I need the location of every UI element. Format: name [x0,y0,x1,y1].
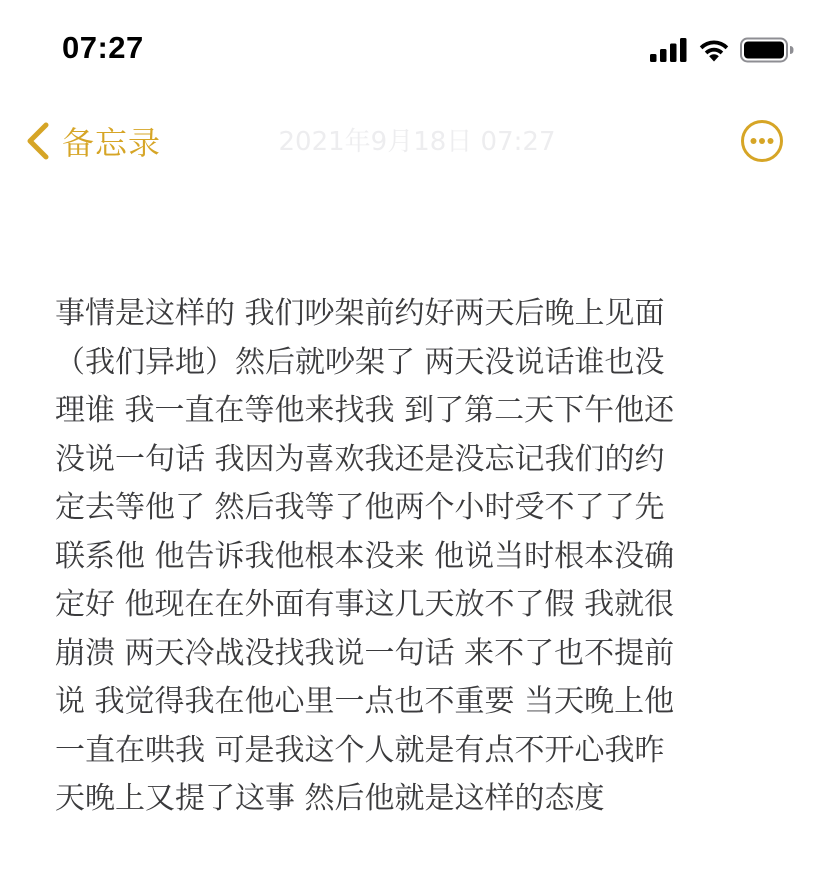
status-bar [0,0,828,100]
status-time: 07:27 [62,30,144,65]
nav-bar [0,105,828,177]
note-line: 天晚上又提了这事 然后他就是这样的态度 [55,781,605,816]
ellipsis-circle-icon[interactable] [740,119,784,163]
status-icons [650,37,794,63]
note-line: 事情是这样的 我们吵架前约好两天后晚上见面 [55,296,665,331]
back-button[interactable] [24,119,161,163]
cellular-signal-icon [650,38,688,62]
note-line: 崩溃 两天冷战没找我说一句话 来不了也不提前 [55,635,675,671]
note-line: 定好 他现在在外面有事这几天放不了假 我就很 [55,587,675,622]
back-label: 备忘录 [62,124,162,162]
note-line: 理谁 我一直在等他来找我 到了第二天下午他还 [55,393,675,428]
note-line: 联系他 他告诉我他根本没来 他说当时根本没确 [55,538,675,574]
note-line: 一直在哄我 可是我这个人就是有点不开心我昨 [55,732,665,768]
battery-icon [740,37,794,63]
wifi-icon [698,38,730,62]
note-date: 2021年9月18日 07:27 [278,127,556,157]
note-body[interactable] [55,290,775,824]
chevron-left-icon [24,121,54,161]
note-line: 说 我觉得我在他心里一点也不重要 当天晚上他 [55,684,675,719]
note-line: （我们异地）然后就吵架了 两天没说话谁也没 [55,344,665,380]
note-line: 没说一句话 我因为喜欢我还是没忘记我们的约 [55,441,665,477]
note-line: 定去等他了 然后我等了他两个小时受不了了先 [55,490,665,525]
